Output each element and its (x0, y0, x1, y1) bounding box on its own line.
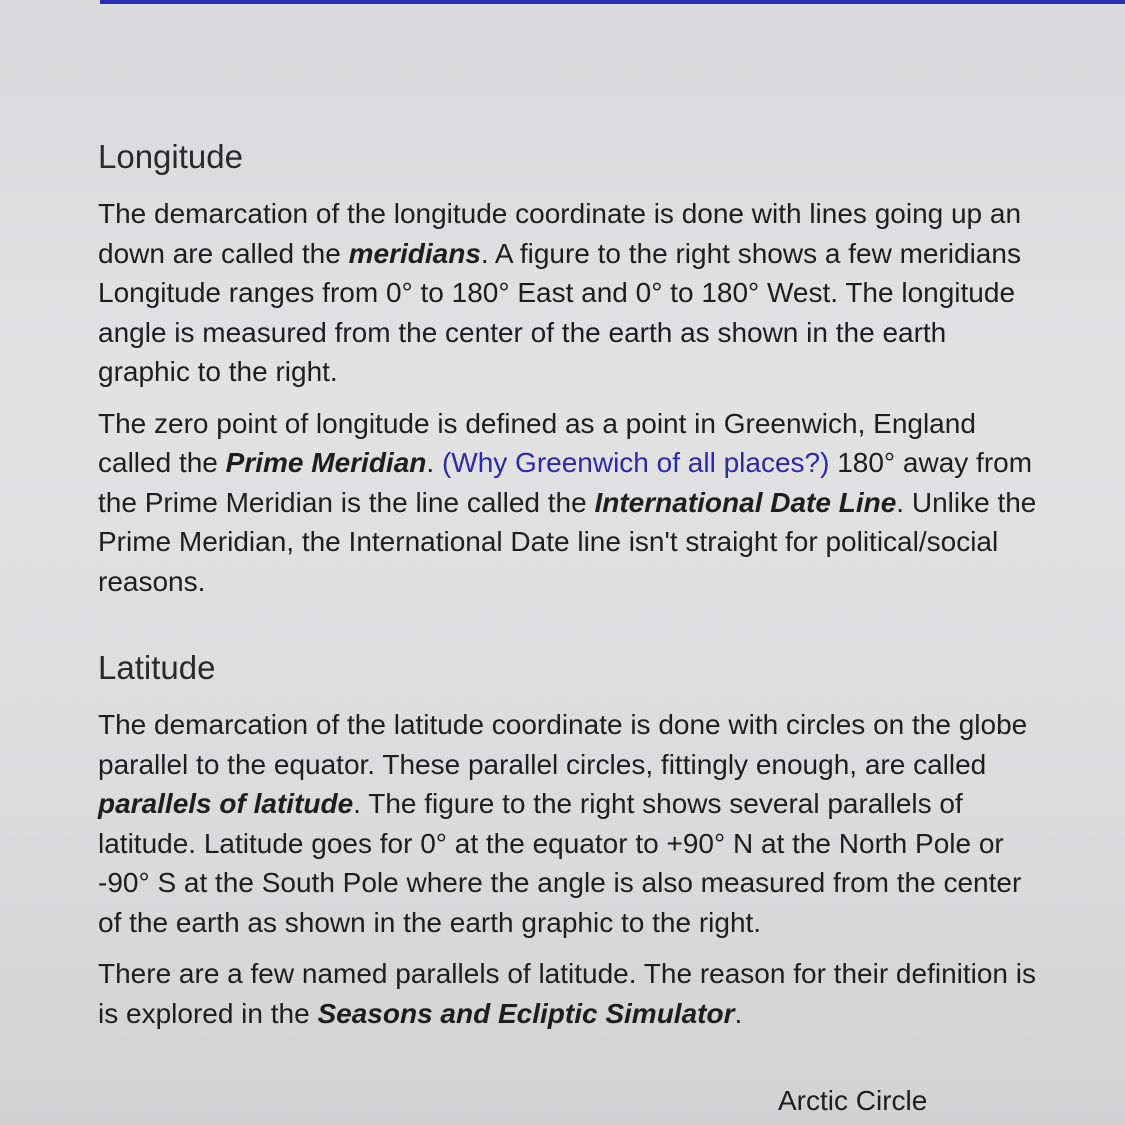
text-line (98, 994, 1125, 1034)
text-span: is explored in the (98, 997, 318, 1029)
latitude-heading: Latitude (98, 649, 216, 686)
top-divider (100, 0, 1125, 4)
arctic-circle-caption: Arctic Circle (778, 1085, 928, 1116)
text-span: the Prime Meridian is the line called the (98, 486, 595, 518)
text-line: Prime Meridian, the International Date line isn't straight for political/social (98, 526, 999, 557)
text-line (98, 234, 1125, 274)
text-line: The zero point of longitude is defined as a point in Greenwich, England (98, 407, 976, 439)
text-line: The demarcation of the latitude coordinate is done with circles on the globe (98, 709, 1028, 740)
text-line: graphic to the right. (98, 356, 338, 387)
text-line: of the earth as shown in the earth graphic to the right. (98, 906, 762, 938)
text-line: parallel to the equator. These parallel circles, fittingly enough, are called (98, 748, 987, 780)
longitude-paragraph-2 (98, 404, 1125, 602)
why-greenwich-link[interactable]: (Why Greenwich of all places?) (441, 447, 830, 478)
longitude-section (98, 138, 1125, 601)
latitude-section (98, 649, 1125, 1033)
longitude-heading: Longitude (98, 138, 243, 175)
text-span: . A figure to the right shows a few meridians (480, 237, 1021, 269)
prime-meridian-term: Prime Meridian (225, 447, 427, 478)
longitude-paragraph-1 (98, 194, 1125, 392)
text-line: There are a few named parallels of latitude. The reason for their definition is (98, 958, 1036, 989)
text-line (98, 443, 1125, 483)
latitude-paragraph-2 (98, 954, 1125, 1033)
text-line: reasons. (98, 565, 206, 597)
text-span: . Unlike the (896, 486, 1037, 518)
text-line: -90° S at the South Pole where the angle is also measured from the center (98, 867, 1022, 898)
text-span: called the (98, 447, 226, 478)
international-date-line-term: International Date Line (594, 486, 897, 518)
text-line: Longitude ranges from 0° to 180° East and 0° to 180° West. The longitude (98, 277, 1016, 308)
text-span: 180° away from (829, 447, 1033, 478)
seasons-simulator-term: Seasons and Ecliptic Simulator (317, 997, 735, 1029)
text-line: The demarcation of the longitude coordinate is done with lines going up an (98, 198, 1022, 229)
latitude-paragraph-1 (98, 705, 1125, 942)
text-span: . The figure to the right shows several parallels of (353, 788, 963, 819)
text-line: angle is measured from the center of the earth as shown in the earth (98, 316, 947, 348)
article-content (98, 138, 1125, 1045)
text-line (98, 784, 1125, 824)
parallels-of-latitude-term: parallels of latitude (98, 788, 354, 819)
text-span: down are called the (98, 237, 349, 269)
text-line: latitude. Latitude goes for 0° at the equator to +90° N at the North Pole or (98, 827, 1004, 859)
meridians-term: meridians (348, 237, 481, 269)
text-span: . (426, 447, 442, 478)
text-span: . (734, 997, 743, 1029)
text-line (98, 483, 1125, 523)
